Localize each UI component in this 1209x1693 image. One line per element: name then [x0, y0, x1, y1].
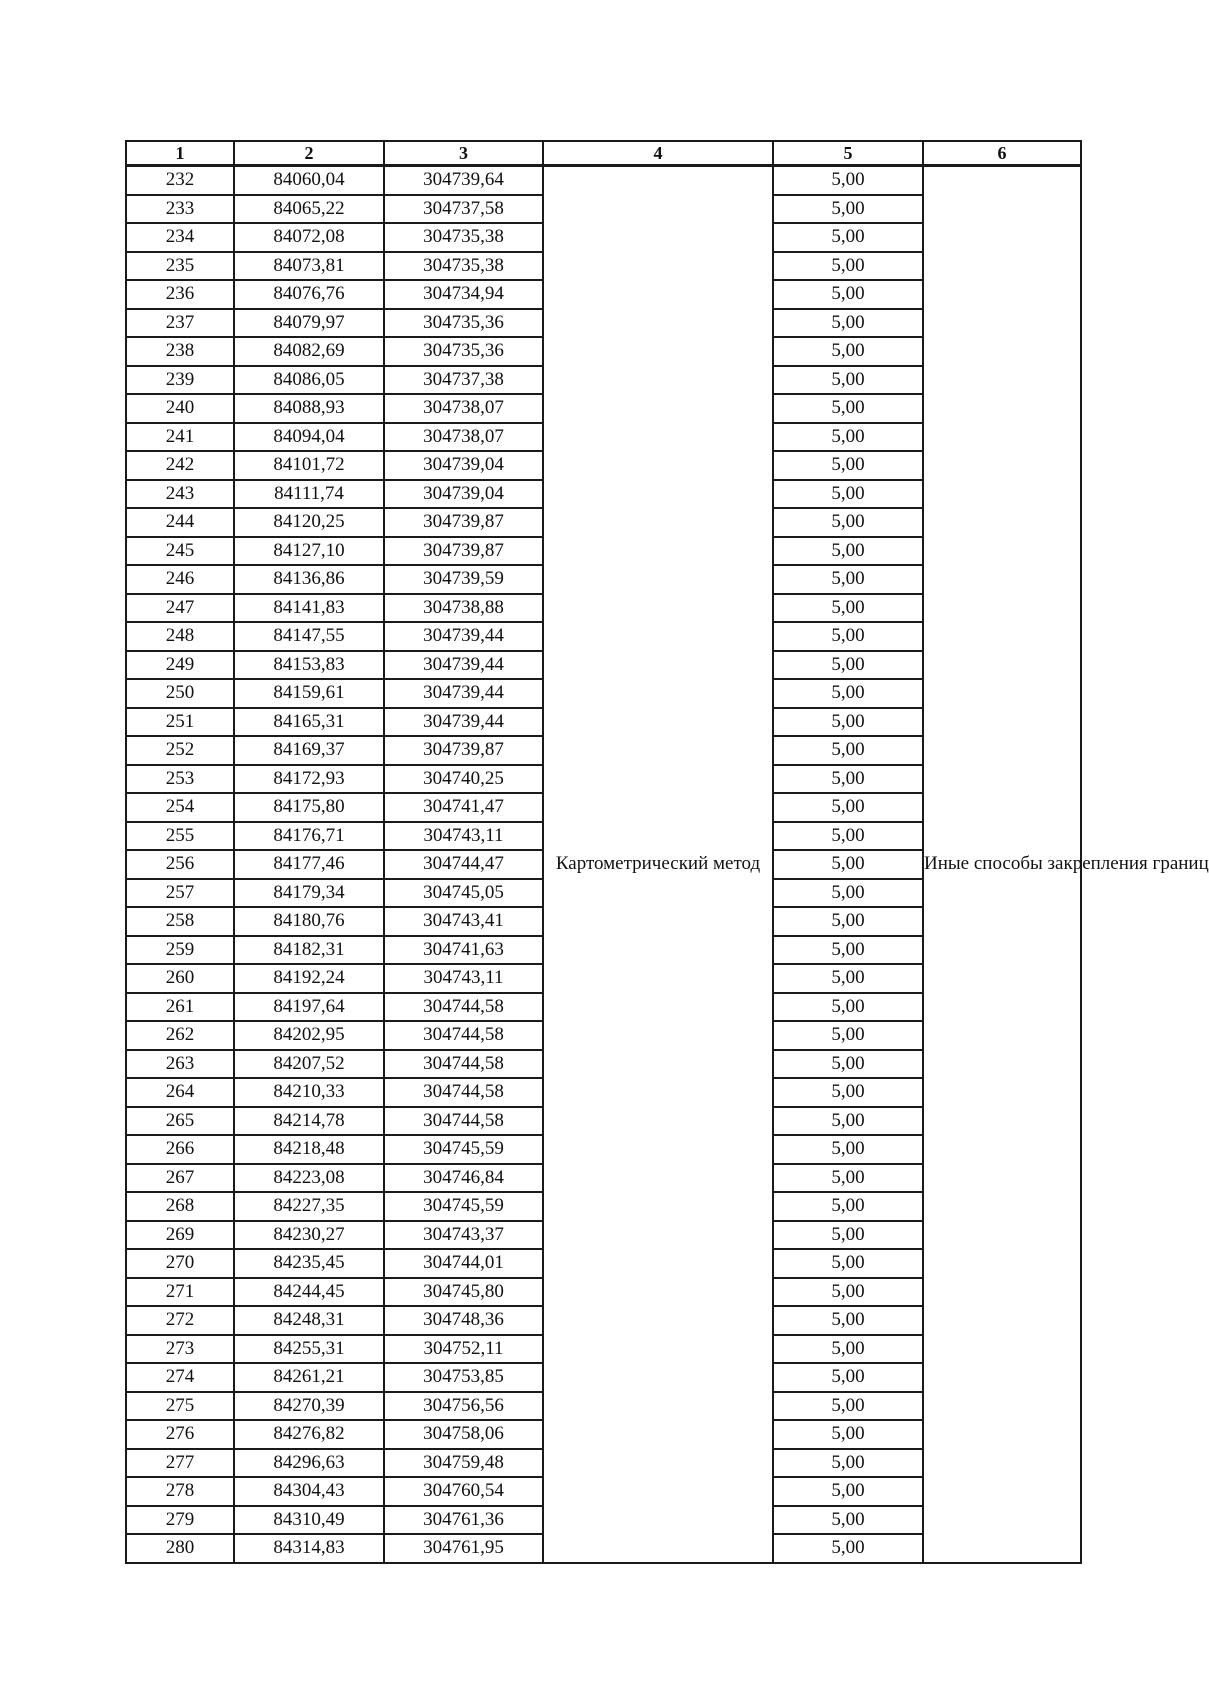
coordinate-x: 84175,80: [234, 793, 384, 822]
coordinate-x: 84120,25: [234, 508, 384, 537]
point-number: 271: [126, 1278, 234, 1307]
precision-value: 5,00: [773, 195, 923, 224]
precision-value: 5,00: [773, 679, 923, 708]
coordinate-y: 304744,58: [384, 1021, 543, 1050]
precision-value: 5,00: [773, 765, 923, 794]
point-number: 273: [126, 1335, 234, 1364]
coordinate-y: 304746,84: [384, 1164, 543, 1193]
precision-value: 5,00: [773, 480, 923, 509]
coordinate-x: 84261,21: [234, 1363, 384, 1392]
precision-value: 5,00: [773, 309, 923, 338]
coordinate-x: 84072,08: [234, 223, 384, 252]
coordinate-x: 84270,39: [234, 1392, 384, 1421]
point-number: 245: [126, 537, 234, 566]
point-number: 257: [126, 879, 234, 908]
coordinate-x: 84214,78: [234, 1107, 384, 1136]
coordinate-x: 84153,83: [234, 651, 384, 680]
coordinate-y: 304758,06: [384, 1420, 543, 1449]
coordinate-x: 84248,31: [234, 1306, 384, 1335]
precision-value: 5,00: [773, 1534, 923, 1563]
point-number: 233: [126, 195, 234, 224]
precision-value: 5,00: [773, 166, 923, 195]
point-number: 240: [126, 394, 234, 423]
precision-value: 5,00: [773, 252, 923, 281]
point-number: 258: [126, 907, 234, 936]
precision-value: 5,00: [773, 1107, 923, 1136]
point-number: 262: [126, 1021, 234, 1050]
coordinate-x: 84086,05: [234, 366, 384, 395]
point-number: 242: [126, 451, 234, 480]
point-number: 256: [126, 850, 234, 879]
precision-value: 5,00: [773, 1050, 923, 1079]
coordinate-x: 84304,43: [234, 1477, 384, 1506]
coordinate-x: 84101,72: [234, 451, 384, 480]
point-number: 272: [126, 1306, 234, 1335]
point-number: 263: [126, 1050, 234, 1079]
coordinate-x: 84172,93: [234, 765, 384, 794]
coordinate-x: 84147,55: [234, 622, 384, 651]
point-number: 268: [126, 1192, 234, 1221]
coordinate-x: 84141,83: [234, 594, 384, 623]
table-body: [126, 166, 1209, 1563]
coordinate-y: 304735,38: [384, 252, 543, 281]
coordinate-y: 304744,58: [384, 993, 543, 1022]
coordinate-y: 304745,59: [384, 1135, 543, 1164]
coordinate-x: 84192,24: [234, 964, 384, 993]
point-number: 234: [126, 223, 234, 252]
coordinate-y: 304743,37: [384, 1221, 543, 1250]
point-number: 237: [126, 309, 234, 338]
coordinate-y: 304739,59: [384, 565, 543, 594]
coordinate-x: 84165,31: [234, 708, 384, 737]
point-number: 241: [126, 423, 234, 452]
precision-value: 5,00: [773, 964, 923, 993]
header-row: [126, 141, 1081, 166]
coordinate-y: 304737,58: [384, 195, 543, 224]
coordinates-table: [125, 140, 1209, 1564]
coordinate-x: 84310,49: [234, 1506, 384, 1535]
precision-value: 5,00: [773, 1420, 923, 1449]
coordinate-x: 84202,95: [234, 1021, 384, 1050]
precision-value: 5,00: [773, 1335, 923, 1364]
point-number: 279: [126, 1506, 234, 1535]
coordinate-x: 84244,45: [234, 1278, 384, 1307]
coordinate-y: 304740,25: [384, 765, 543, 794]
coordinate-x: 84179,34: [234, 879, 384, 908]
coordinate-x: 84230,27: [234, 1221, 384, 1250]
precision-value: 5,00: [773, 1078, 923, 1107]
precision-value: 5,00: [773, 537, 923, 566]
fixing-cell: Иные способы закрепления границ: [923, 166, 1081, 1563]
precision-value: 5,00: [773, 1164, 923, 1193]
precision-value: 5,00: [773, 223, 923, 252]
precision-value: 5,00: [773, 565, 923, 594]
precision-value: 5,00: [773, 993, 923, 1022]
precision-value: 5,00: [773, 594, 923, 623]
point-number: 249: [126, 651, 234, 680]
precision-value: 5,00: [773, 1363, 923, 1392]
coordinate-y: 304748,36: [384, 1306, 543, 1335]
table-header: [126, 141, 1081, 166]
precision-value: 5,00: [773, 1392, 923, 1421]
coordinate-y: 304756,56: [384, 1392, 543, 1421]
coordinate-x: 84180,76: [234, 907, 384, 936]
coordinate-y: 304760,54: [384, 1477, 543, 1506]
precision-value: 5,00: [773, 1477, 923, 1506]
method-cell: Картометрический метод: [543, 166, 773, 1563]
point-number: 250: [126, 679, 234, 708]
point-number: 278: [126, 1477, 234, 1506]
coordinate-y: 304739,04: [384, 451, 543, 480]
coordinate-x: 84127,10: [234, 537, 384, 566]
header-col-5: 5: [773, 141, 923, 166]
point-number: 247: [126, 594, 234, 623]
coordinate-y: 304743,41: [384, 907, 543, 936]
coordinate-y: 304743,11: [384, 822, 543, 851]
coordinate-x: 84223,08: [234, 1164, 384, 1193]
coordinate-x: 84088,93: [234, 394, 384, 423]
precision-value: 5,00: [773, 1221, 923, 1250]
precision-value: 5,00: [773, 1506, 923, 1535]
coordinate-x: 84060,04: [234, 166, 384, 195]
coordinate-y: 304741,47: [384, 793, 543, 822]
header-col-6: 6: [923, 141, 1081, 166]
point-number: 280: [126, 1534, 234, 1563]
coordinate-x: 84079,97: [234, 309, 384, 338]
coordinate-x: 84314,83: [234, 1534, 384, 1563]
coordinate-x: 84276,82: [234, 1420, 384, 1449]
precision-value: 5,00: [773, 651, 923, 680]
coordinate-y: 304741,63: [384, 936, 543, 965]
precision-value: 5,00: [773, 366, 923, 395]
precision-value: 5,00: [773, 708, 923, 737]
coordinate-y: 304745,80: [384, 1278, 543, 1307]
coordinate-x: 84082,69: [234, 337, 384, 366]
coordinate-y: 304744,58: [384, 1107, 543, 1136]
precision-value: 5,00: [773, 793, 923, 822]
coordinate-x: 84227,35: [234, 1192, 384, 1221]
point-number: 232: [126, 166, 234, 195]
coordinate-y: 304738,07: [384, 423, 543, 452]
coordinate-x: 84073,81: [234, 252, 384, 281]
point-number: 251: [126, 708, 234, 737]
point-number: 269: [126, 1221, 234, 1250]
coordinate-y: 304735,38: [384, 223, 543, 252]
point-number: 254: [126, 793, 234, 822]
point-number: 259: [126, 936, 234, 965]
coordinate-y: 304738,07: [384, 394, 543, 423]
precision-value: 5,00: [773, 508, 923, 537]
coordinate-y: 304739,44: [384, 651, 543, 680]
precision-value: 5,00: [773, 1249, 923, 1278]
precision-value: 5,00: [773, 1021, 923, 1050]
point-number: 243: [126, 480, 234, 509]
coordinate-y: 304735,36: [384, 337, 543, 366]
point-number: 274: [126, 1363, 234, 1392]
point-number: 264: [126, 1078, 234, 1107]
coordinate-x: 84065,22: [234, 195, 384, 224]
point-number: 238: [126, 337, 234, 366]
coordinate-y: 304737,38: [384, 366, 543, 395]
coordinate-y: 304759,48: [384, 1449, 543, 1478]
coordinate-x: 84296,63: [234, 1449, 384, 1478]
point-number: 252: [126, 736, 234, 765]
point-number: 253: [126, 765, 234, 794]
coordinate-x: 84076,76: [234, 280, 384, 309]
precision-value: 5,00: [773, 1278, 923, 1307]
header-col-2: 2: [234, 141, 384, 166]
point-number: 275: [126, 1392, 234, 1421]
coordinate-y: 304761,95: [384, 1534, 543, 1563]
coordinate-x: 84094,04: [234, 423, 384, 452]
point-number: 265: [126, 1107, 234, 1136]
coordinate-x: 84177,46: [234, 850, 384, 879]
coordinate-x: 84218,48: [234, 1135, 384, 1164]
coordinate-y: 304744,47: [384, 850, 543, 879]
precision-value: 5,00: [773, 622, 923, 651]
coordinate-y: 304739,44: [384, 679, 543, 708]
coordinate-y: 304744,58: [384, 1050, 543, 1079]
point-number: 236: [126, 280, 234, 309]
coordinate-y: 304743,11: [384, 964, 543, 993]
coordinate-y: 304735,36: [384, 309, 543, 338]
precision-value: 5,00: [773, 736, 923, 765]
coordinate-y: 304739,87: [384, 736, 543, 765]
precision-value: 5,00: [773, 394, 923, 423]
point-number: 235: [126, 252, 234, 281]
coordinate-x: 84255,31: [234, 1335, 384, 1364]
coordinate-x: 84197,64: [234, 993, 384, 1022]
precision-value: 5,00: [773, 337, 923, 366]
precision-value: 5,00: [773, 280, 923, 309]
point-number: 248: [126, 622, 234, 651]
point-number: 244: [126, 508, 234, 537]
precision-value: 5,00: [773, 1135, 923, 1164]
point-number: 267: [126, 1164, 234, 1193]
header-col-1: 1: [126, 141, 234, 166]
coordinate-y: 304739,44: [384, 708, 543, 737]
precision-value: 5,00: [773, 1449, 923, 1478]
point-number: 270: [126, 1249, 234, 1278]
coordinate-x: 84159,61: [234, 679, 384, 708]
coordinate-x: 84169,37: [234, 736, 384, 765]
coordinate-x: 84210,33: [234, 1078, 384, 1107]
coordinate-y: 304752,11: [384, 1335, 543, 1364]
point-number: 276: [126, 1420, 234, 1449]
precision-value: 5,00: [773, 1192, 923, 1221]
coordinate-y: 304744,58: [384, 1078, 543, 1107]
coordinate-y: 304739,64: [384, 166, 543, 195]
header-col-3: 3: [384, 141, 543, 166]
coordinate-y: 304739,44: [384, 622, 543, 651]
point-number: 277: [126, 1449, 234, 1478]
coordinate-x: 84136,86: [234, 565, 384, 594]
coordinate-x: 84235,45: [234, 1249, 384, 1278]
point-number: 266: [126, 1135, 234, 1164]
point-number: 239: [126, 366, 234, 395]
coordinate-y: 304739,87: [384, 537, 543, 566]
point-number: 246: [126, 565, 234, 594]
point-number: 255: [126, 822, 234, 851]
coordinate-y: 304761,36: [384, 1506, 543, 1535]
coordinate-y: 304734,94: [384, 280, 543, 309]
precision-value: 5,00: [773, 936, 923, 965]
header-col-4: 4: [543, 141, 773, 166]
precision-value: 5,00: [773, 879, 923, 908]
coordinate-x: 84207,52: [234, 1050, 384, 1079]
precision-value: 5,00: [773, 423, 923, 452]
coordinate-y: 304753,85: [384, 1363, 543, 1392]
coordinate-y: 304739,87: [384, 508, 543, 537]
coordinate-x: 84111,74: [234, 480, 384, 509]
coordinate-y: 304739,04: [384, 480, 543, 509]
coordinate-y: 304745,05: [384, 879, 543, 908]
point-number: 260: [126, 964, 234, 993]
precision-value: 5,00: [773, 451, 923, 480]
precision-value: 5,00: [773, 822, 923, 851]
table-row: [126, 166, 1081, 195]
coordinate-y: 304745,59: [384, 1192, 543, 1221]
coordinate-x: 84176,71: [234, 822, 384, 851]
precision-value: 5,00: [773, 850, 923, 879]
coordinate-x: 84182,31: [234, 936, 384, 965]
precision-value: 5,00: [773, 1306, 923, 1335]
precision-value: 5,00: [773, 907, 923, 936]
coordinate-y: 304744,01: [384, 1249, 543, 1278]
coordinate-y: 304738,88: [384, 594, 543, 623]
point-number: 261: [126, 993, 234, 1022]
